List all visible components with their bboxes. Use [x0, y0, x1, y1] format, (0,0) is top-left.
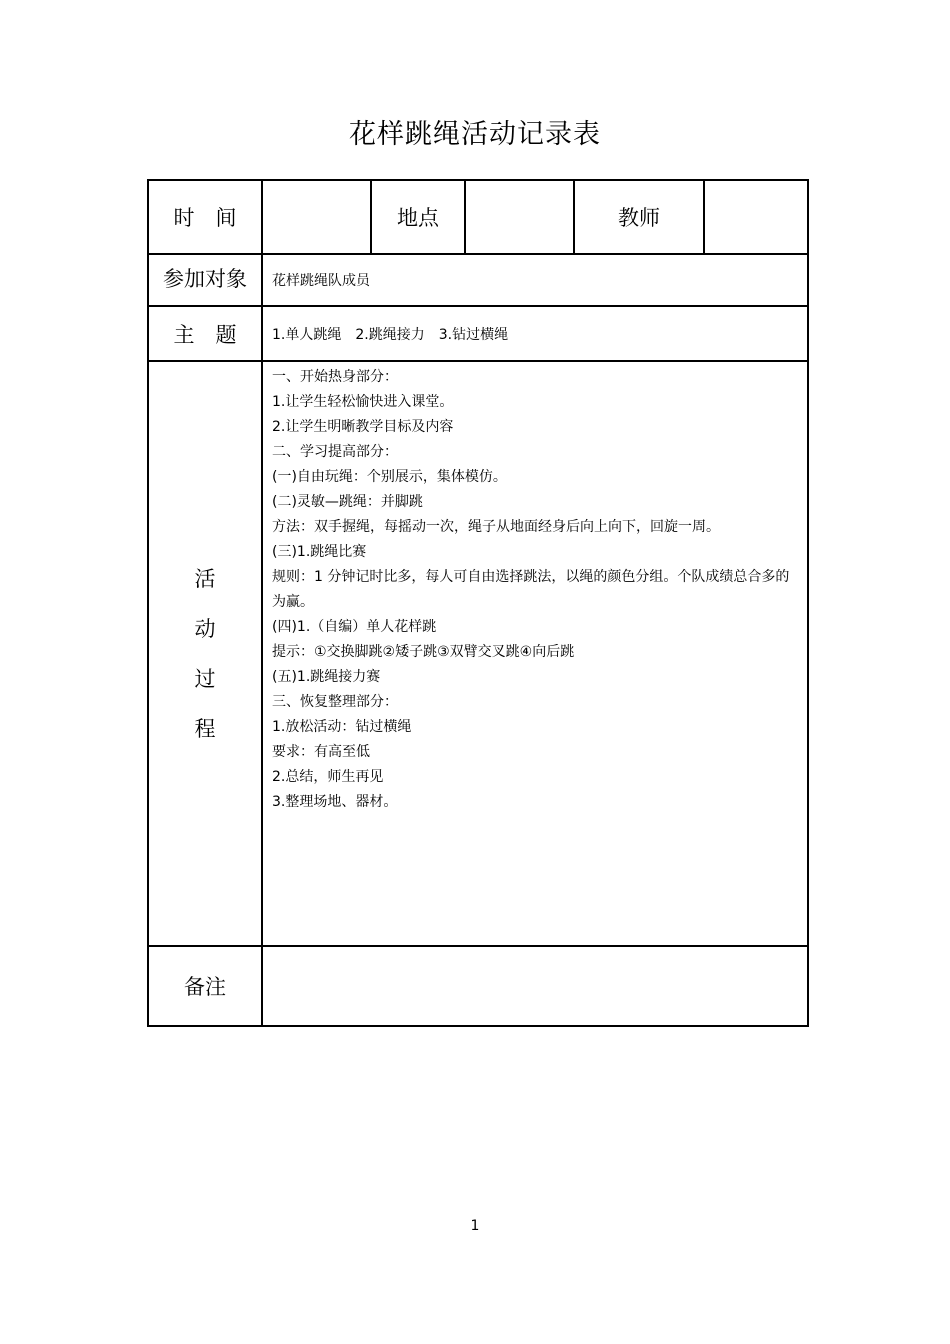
process-line: 提示：①交换脚跳②矮子跳③双臂交叉跳④向后跳: [272, 644, 575, 660]
theme-label: 主 题: [148, 306, 262, 361]
process-row: [148, 361, 808, 946]
process-line: (三)1.跳绳比赛: [272, 544, 367, 560]
process-line: (五)1.跳绳接力赛: [272, 669, 381, 685]
process-label-char: 活: [194, 566, 216, 591]
process-line: 1.放松活动：钻过横绳: [272, 719, 412, 735]
participants-value[interactable]: 花样跳绳队成员: [262, 254, 808, 306]
process-label-char: 过: [194, 666, 216, 691]
participants-row: [148, 254, 808, 306]
time-label: 时 间: [148, 180, 262, 254]
process-line: (四)1.（自编）单人花样跳: [272, 619, 437, 635]
activity-record-table: [147, 179, 809, 1027]
process-label-char: 程: [194, 716, 216, 741]
process-label: [148, 361, 262, 946]
process-line: 要求：有高至低: [272, 744, 370, 760]
place-label: 地点: [371, 180, 465, 254]
process-line: 三、恢复整理部分：: [272, 694, 398, 710]
process-line: (一)自由玩绳：个别展示，集体模仿。: [272, 469, 507, 485]
page-title: 花样跳绳活动记录表: [349, 119, 601, 150]
remarks-label: 备注: [148, 946, 262, 1026]
theme-value[interactable]: 1.单人跳绳 2.跳绳接力 3.钻过横绳: [262, 306, 808, 361]
participants-label: 参加对象: [148, 254, 262, 306]
page-number: 1: [470, 1218, 480, 1234]
process-content[interactable]: [262, 361, 808, 946]
process-line: 1.让学生轻松愉快进入课堂。: [272, 394, 454, 410]
process-line: 方法：双手握绳，每摇动一次，绳子从地面经身后向上向下，回旋一周。: [272, 519, 720, 535]
process-line: 2.让学生明晰教学目标及内容: [272, 419, 454, 435]
process-line: 一、开始热身部分：: [272, 369, 398, 385]
header-row: [148, 180, 808, 254]
teacher-value-cell[interactable]: [704, 180, 808, 254]
process-line: (二)灵敏—跳绳：并脚跳: [272, 494, 423, 510]
process-line: 2.总结，师生再见: [272, 769, 384, 785]
theme-row: [148, 306, 808, 361]
process-label-char: 动: [194, 616, 216, 641]
remarks-value[interactable]: [262, 946, 808, 1026]
process-line: 规则：1 分钟记时比多，每人可自由选择跳法，以绳的颜色分组。个队成绩总合多的为赢。: [272, 569, 790, 610]
place-value-cell[interactable]: [465, 180, 574, 254]
remarks-row: [148, 946, 808, 1026]
teacher-label: 教师: [574, 180, 704, 254]
time-value-cell[interactable]: [262, 180, 371, 254]
process-line: 二、学习提高部分：: [272, 444, 398, 460]
process-line: 3.整理场地、器材。: [272, 794, 398, 810]
